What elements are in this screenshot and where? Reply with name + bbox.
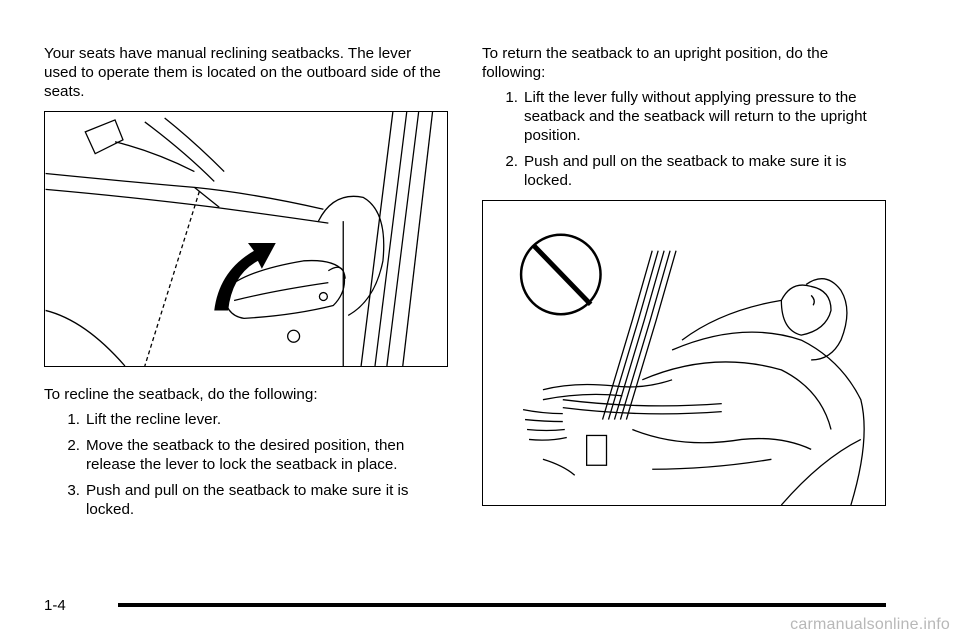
seat-recline-lever-drawing — [45, 112, 447, 366]
step-text: Lift the recline lever. — [86, 411, 222, 428]
recline-lever-illustration — [44, 111, 448, 367]
list-item — [44, 436, 448, 474]
intro-paragraph: Your seats have manual reclining seatbacks. The lever used to operate them is located on the outboard side of the seats. — [44, 45, 441, 100]
list-item — [482, 152, 886, 190]
reclined-passenger-warning-illustration — [482, 200, 886, 506]
step-number: 2. — [505, 153, 518, 170]
step-text: Push and pull on the seatback to make sure it is locked. — [86, 482, 409, 518]
step-text: Push and pull on the seatback to make sure it is locked. — [524, 153, 847, 189]
reclined-passenger-drawing — [483, 201, 885, 505]
step-text: Move the seatback to the desired position, then release the lever to lock the seatback in place. — [86, 437, 405, 473]
watermark: carmanualsonline.info — [790, 616, 950, 633]
page-number: 1-4 — [44, 597, 66, 614]
recline-steps-list — [44, 410, 448, 519]
list-item — [482, 88, 886, 145]
upright-steps-list — [482, 88, 886, 190]
list-item — [44, 481, 448, 519]
right-column — [482, 44, 886, 506]
upright-steps-heading: To return the seatback to an upright position, do the following: — [482, 45, 829, 81]
step-text: Lift the lever fully without applying pressure to the seatback and the seatback will return to the upright position. — [524, 89, 867, 144]
prohibition-icon — [521, 235, 600, 314]
left-column — [44, 44, 448, 526]
recline-steps-heading: To recline the seatback, do the following: — [44, 386, 318, 403]
footer-rule — [118, 603, 886, 607]
list-item — [44, 410, 448, 429]
step-number: 1. — [505, 89, 518, 106]
step-number: 1. — [67, 411, 80, 428]
step-number: 2. — [67, 437, 80, 454]
step-number: 3. — [67, 482, 80, 499]
